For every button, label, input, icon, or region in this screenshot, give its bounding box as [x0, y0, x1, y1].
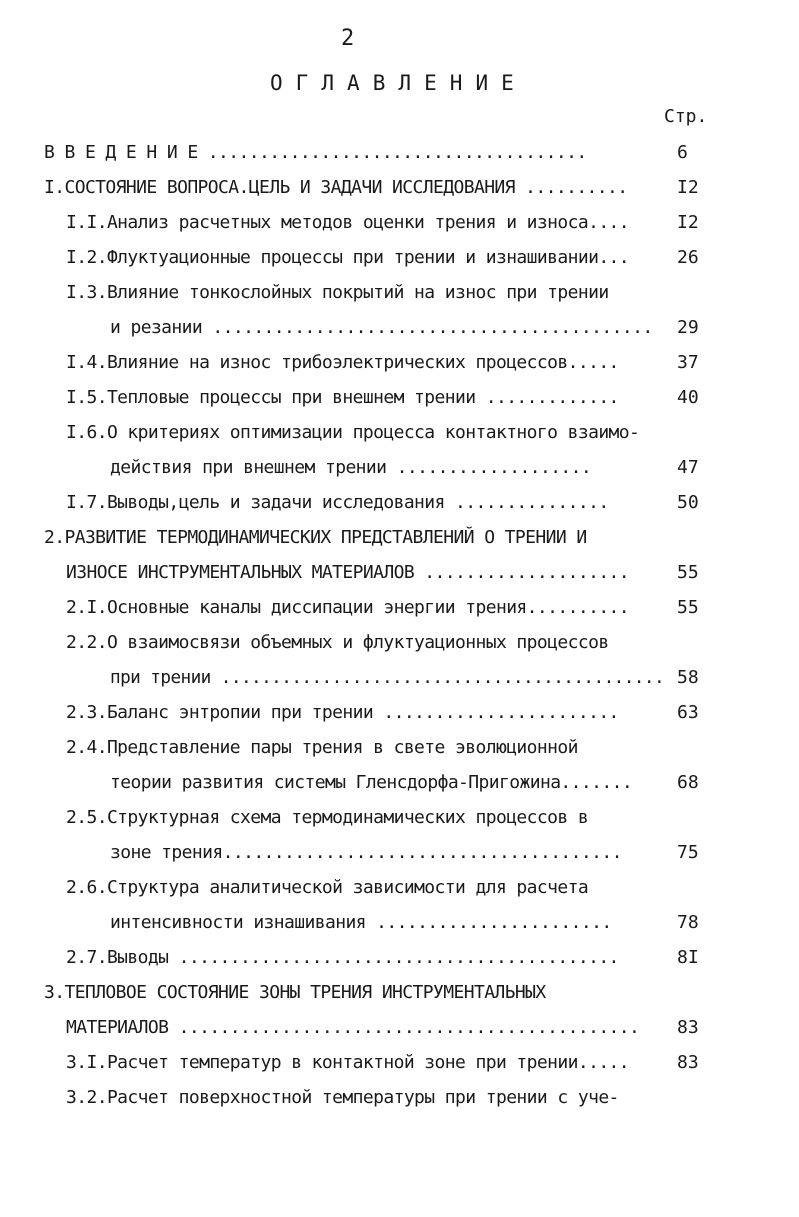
page-column-label: Стр.	[664, 106, 708, 127]
toc-entry-text: I.7.Выводы,цель и задачи исследования ...............	[66, 492, 609, 513]
toc-entry-page: 55	[677, 562, 699, 583]
toc-entry-text: 2.2.О взаимосвязи объемных и флуктуационных процессов	[66, 632, 609, 653]
toc-entry-text: I.I.Анализ расчетных методов оценки трения и износа....	[66, 212, 630, 233]
toc-entry-page: I2	[677, 177, 699, 198]
toc-entry-text: зоне трения.......................................	[110, 842, 622, 863]
toc-entry-page: 6	[677, 142, 688, 163]
toc-entry-text: I.СОСТОЯНИЕ ВОПРОСА.ЦЕЛЬ И ЗАДАЧИ ИССЛЕДОВАНИЯ ..........	[44, 177, 628, 198]
toc-entry-text: 2.7.Выводы ...........................................	[66, 947, 619, 968]
toc-entry-page: 29	[677, 317, 699, 338]
toc-entry-text: I.3.Влияние тонкослойных покрытий на износ при трении	[66, 282, 609, 303]
toc-entry-page: 83	[677, 1017, 699, 1038]
toc-entry-text: 2.I.Основные каналы диссипации энергии трения..........	[66, 597, 630, 618]
toc-entry-text: 2.РАЗВИТИЕ ТЕРМОДИНАМИЧЕСКИХ ПРЕДСТАВЛЕНИЙ О ТРЕНИИ И	[44, 527, 587, 548]
toc-entry-text: I.5.Тепловые процессы при внешнем трении .............	[66, 387, 619, 408]
toc-entry-text: 2.3.Баланс энтропии при трении .......................	[66, 702, 619, 723]
toc-entry-page: 78	[677, 912, 699, 933]
toc-entry-text: теории развития системы Гленсдорфа-Пригожина.......	[110, 772, 633, 793]
toc-entry-text: I.6.О критериях оптимизации процесса контактного взаимо-	[66, 422, 640, 443]
toc-entry-page: 50	[677, 492, 699, 513]
toc-entry-text: I.2.Флуктуационные процессы при трении и изнашивании...	[66, 247, 630, 268]
table-of-contents-heading: О Г Л А В Л Е Н И Е	[270, 71, 515, 95]
toc-entry-text: I.4.Влияние на износ трибоэлектрических процессов.....	[66, 352, 619, 373]
toc-entry-text: и резании ...........................................	[110, 317, 653, 338]
toc-entry-page: 8I	[677, 947, 699, 968]
toc-entry-page: 55	[677, 597, 699, 618]
toc-entry-text: 2.4.Представление пары трения в свете эволюционной	[66, 737, 578, 758]
toc-entry-text: при трении ............................................	[110, 667, 665, 688]
toc-entry-text: 3.2.Расчет поверхностной температуры при трении с уче-	[66, 1087, 619, 1108]
toc-entry-text: 2.5.Структурная схема термодинамических процессов в	[66, 807, 589, 828]
toc-entry-text: МАТЕРИАЛОВ .............................................	[66, 1017, 640, 1038]
toc-entry-text: ИЗНОСЕ ИНСТРУМЕНТАЛЬНЫХ МАТЕРИАЛОВ ....................	[66, 562, 630, 583]
toc-entry-page: 68	[677, 772, 699, 793]
toc-entry-text: действия при внешнем трении ...................	[110, 457, 592, 478]
page-number: 2	[341, 26, 355, 51]
toc-entry-text: 2.6.Структура аналитической зависимости для расчета	[66, 877, 589, 898]
toc-entry-text: интенсивности изнашивания .......................	[110, 912, 612, 933]
toc-entry-page: 40	[677, 387, 699, 408]
toc-entry-page: 58	[677, 667, 699, 688]
toc-entry-page: 63	[677, 702, 699, 723]
toc-entry-page: 83	[677, 1052, 699, 1073]
toc-entry-text: 3.I.Расчет температур в контактной зоне при трении.....	[66, 1052, 630, 1073]
toc-entry-text: 3.ТЕПЛОВОЕ СОСТОЯНИЕ ЗОНЫ ТРЕНИЯ ИНСТРУМЕНТАЛЬНЫХ	[44, 982, 546, 1003]
toc-entry-page: 26	[677, 247, 699, 268]
toc-entry-page: 75	[677, 842, 699, 863]
toc-entry-text: В В Е Д Е Н И Е .....................................	[44, 142, 587, 163]
toc-entry-page: 47	[677, 457, 699, 478]
toc-entry-page: I2	[677, 212, 699, 233]
toc-entry-page: 37	[677, 352, 699, 373]
